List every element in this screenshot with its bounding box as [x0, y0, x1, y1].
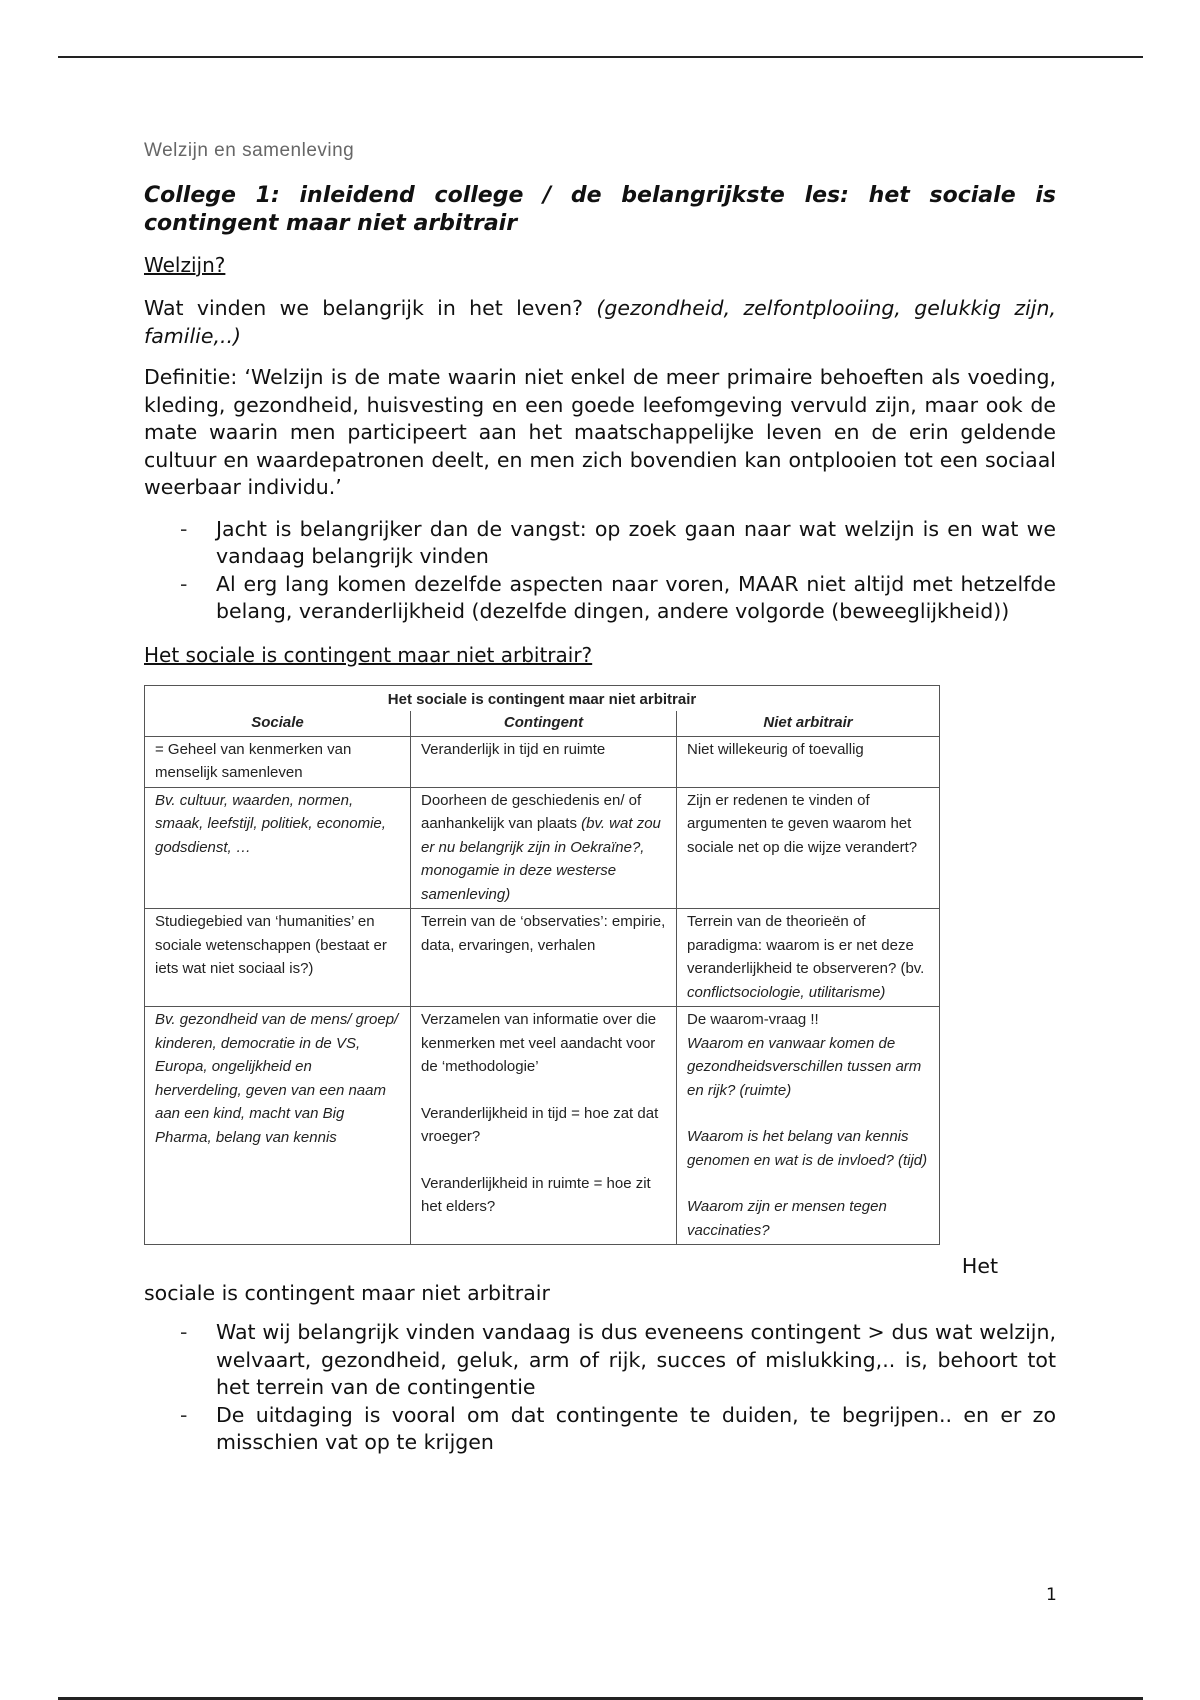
table-row: [145, 736, 940, 787]
section-heading-contingent: Het sociale is contingent maar niet arbitrair?: [144, 642, 593, 667]
cell-text-italic: Waarom zijn er mensen tegen vaccinaties?: [687, 1198, 887, 1239]
table-cell: Terrein van de ‘observaties’: empirie, data, ervaringen, verhalen: [411, 909, 677, 1007]
contingent-bullet-list: [144, 1319, 1056, 1457]
cell-text: Verzamelen van informatie over die kenmerken met veel aandacht voor de ‘methodologie’: [421, 1011, 657, 1075]
table-cell: Niet willekeurig of toevallig: [677, 736, 940, 787]
table-cell: [677, 909, 940, 1007]
question-examples: (gezondheid, zelfontplooiing, gelukkig zijn, familie,..): [144, 296, 1056, 348]
document-page: [144, 140, 1056, 1473]
welzijn-bullet-list: [144, 516, 1056, 626]
table-cell: Studiegebied van ‘humanities’ en sociale wetenschappen (bestaat er iets wat niet sociaal is?): [145, 909, 411, 1007]
contingency-table-figure: [144, 685, 940, 1246]
question-text: Wat vinden we belangrijk in het leven?: [144, 296, 584, 320]
cell-text-italic: Waarom is het belang van kennis genomen en wat is de invloed? (tijd): [687, 1128, 928, 1169]
contingency-table: [144, 685, 940, 1246]
lecture-title: College 1: inleidend college / de belangrijkste les: het sociale is contingent maar niet arbitrair: [144, 183, 1056, 236]
table-cell: Veranderlijk in tijd en ruimte: [411, 736, 677, 787]
column-header-sociale: Sociale: [145, 711, 411, 736]
table-row: [145, 1007, 940, 1245]
question-paragraph: [144, 295, 1056, 350]
table-row: [145, 787, 940, 909]
table-cell: Bv. gezondheid van de mens/ groep/ kinderen, democratie in de VS, Europa, ongelijkheid en herverdeling, geven van een naam aan een kind, macht van Big Pharma, belang van kennis: [145, 1007, 411, 1245]
cell-text: Veranderlijkheid in tijd = hoe zat dat vroeger?: [421, 1104, 659, 1145]
column-header-contingent: Contingent: [411, 711, 677, 736]
cell-text: Doorheen de geschiedenis en/ of aanhankelijk van plaats: [421, 791, 642, 832]
table-cell: Bv. cultuur, waarden, normen, smaak, leefstijl, politiek, economie, godsdienst, …: [145, 787, 411, 909]
cell-text: Terrein van de theorieën of paradigma: waarom is er net deze veranderlijkheid te observeren? (bv.: [687, 913, 925, 977]
column-header-niet-arbitrair: Niet arbitrair: [677, 711, 940, 736]
running-header: Welzijn en samenleving: [144, 140, 355, 161]
cell-text-italic: (bv. wat zou er nu belangrijk zijn in Oekraïne?, monogamie in deze westerse samenleving): [421, 815, 661, 903]
cell-text-italic: Waarom en vanwaar komen de gezondheidsverschillen tussen arm en rijk? (ruimte): [687, 1034, 922, 1099]
cell-text: Veranderlijkheid in ruimte = hoe zit het elders?: [421, 1174, 651, 1215]
list-item: - Wat wij belangrijk vinden vandaag is dus eveneens contingent > dus wat welzijn, welvaart, gezondheid, geluk, arm of rijk, succes of mislukking,.. is, behoort tot het terrein van de contingentie: [216, 1319, 1056, 1402]
list-item: - Al erg lang komen dezelfde aspecten naar voren, MAAR niet altijd met hetzelfde belang, veranderlijkheid (dezelfde dingen, andere volgorde (beweeglijkheid)): [216, 571, 1056, 626]
page-number: 1: [1046, 1585, 1057, 1605]
table-caption: Het sociale is contingent maar niet arbitrair: [145, 685, 940, 711]
table-cell: Zijn er redenen te vinden of argumenten te geven waarom het sociale net op die wijze verandert?: [677, 787, 940, 909]
list-item: - De uitdaging is vooral om dat contingente te duiden, te begrijpen.. en er zo misschien vat op te krijgen: [216, 1402, 1056, 1457]
table-row: [145, 909, 940, 1007]
figure-caption-word: Het: [961, 1254, 998, 1278]
table-cell: [677, 1007, 940, 1245]
top-rule: [58, 56, 1143, 58]
table-cell: = Geheel van kenmerken van menselijk samenleven: [145, 736, 411, 787]
table-cell: [411, 787, 677, 909]
cell-text: De waarom-vraag !!: [687, 1011, 819, 1028]
table-cell: [411, 1007, 677, 1245]
cell-text-italic: conflictsociologie, utilitarisme): [687, 983, 886, 1001]
section-heading-welzijn: Welzijn?: [144, 253, 226, 277]
list-item: - Jacht is belangrijker dan de vangst: op zoek gaan naar wat welzijn is en wat we vandaag belangrijk vinden: [216, 516, 1056, 571]
figure-caption-rest: sociale is contingent maar niet arbitrair: [144, 1281, 550, 1305]
definition-paragraph: Definitie: ‘Welzijn is de mate waarin niet enkel de meer primaire behoeften als voeding, kleding, gezondheid, huisvesting en een goede leefomgeving vervuld zijn, maar ook de mate waarin men participeert aan het maatschappelijke leven en de erin geldende cultuur en waardepatronen deelt, en men zich bovendien kan ontplooien tot een sociaal weerbaar individu.’: [144, 365, 1056, 499]
